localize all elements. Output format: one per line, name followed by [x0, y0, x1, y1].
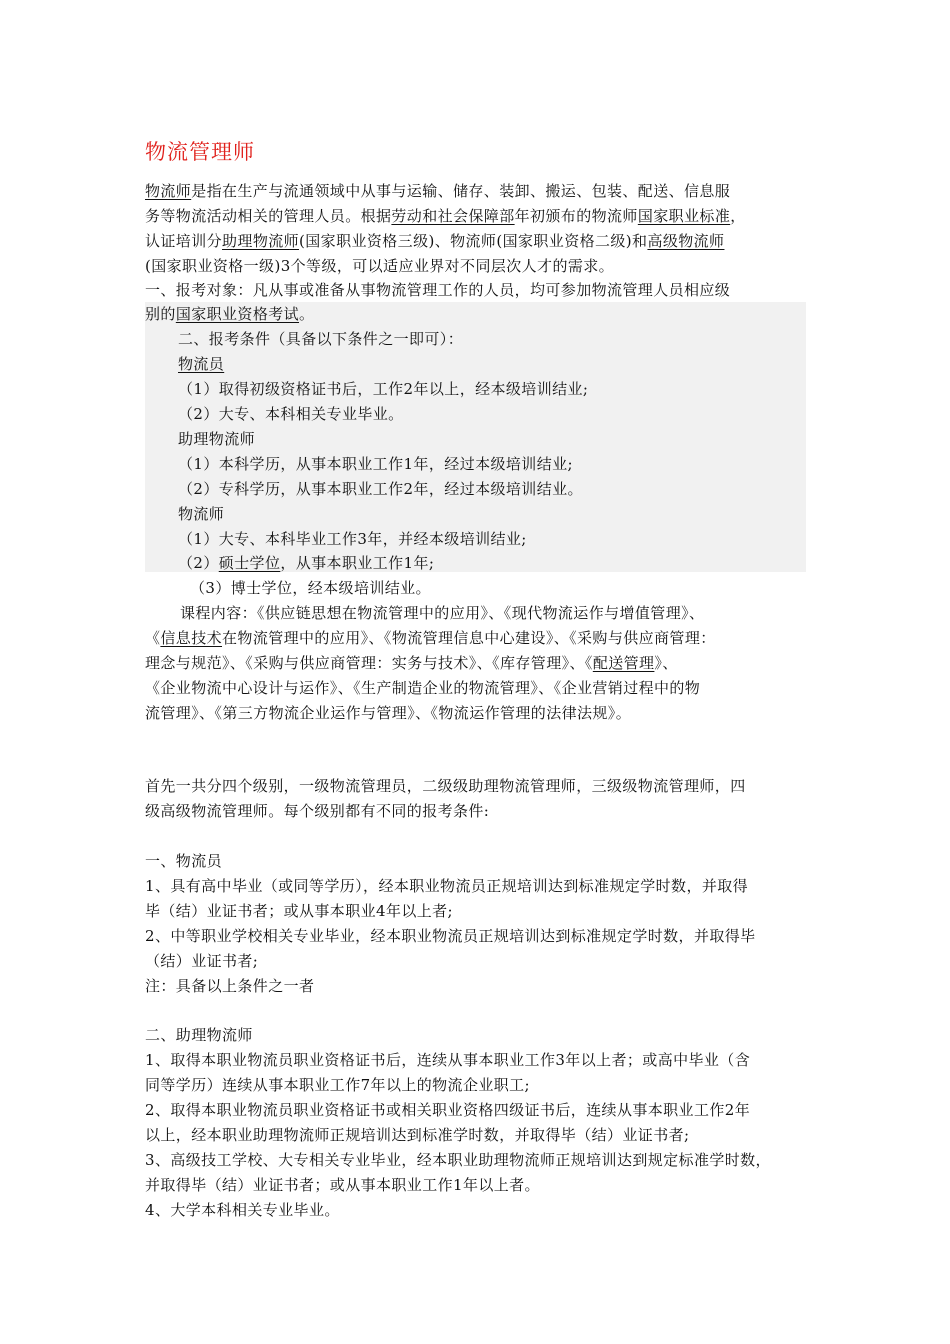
- course-line-3: 理念与规范》、《采购与供应商管理：实务与技术》、《库存管理》、《配送管理》、: [145, 654, 678, 672]
- link-national-exam[interactable]: 国家职业资格考试: [175, 305, 300, 323]
- level3-item: （3）博士学位，经本级培训结业。: [190, 579, 431, 597]
- link-senior-logistician[interactable]: 高级物流师: [647, 232, 725, 250]
- level3-item: （1）大专、本科毕业工作3年，并经本级培训结业;: [178, 530, 527, 548]
- part1-note: 注：具备以上条件之一者: [145, 977, 315, 995]
- course-line-4: 《企业物流中心设计与运作》、《生产制造企业的物流管理》、《企业营销过程中的物: [145, 679, 701, 697]
- part2-line: 并取得毕（结）业证书者；或从事本职业工作1年以上者。: [145, 1176, 540, 1194]
- part2-line: 2、取得本职业物流员职业资格证书或相关职业资格四级证书后，连续从事本职业工作2年: [145, 1101, 751, 1119]
- part2-heading: 二、助理物流师: [145, 1026, 253, 1044]
- part2-line: 1、取得本职业物流员职业资格证书后，连续从事本职业工作3年以上者；或高中毕业（含: [145, 1051, 751, 1069]
- part2-line: 同等学历）连续从事本职业工作7年以上的物流企业职工;: [145, 1076, 530, 1094]
- intro-line-4: (国家职业资格一级)3个等级，可以适应业界对不同层次人才的需求。: [145, 257, 615, 275]
- link-information-technology[interactable]: 信息技术: [160, 629, 223, 647]
- level2-item: （2）专科学历，从事本职业工作2年，经过本级培训结业。: [178, 480, 583, 498]
- link-assistant-logistician[interactable]: 助理物流师: [222, 232, 300, 250]
- part1-heading: 一、物流员: [145, 852, 223, 870]
- level2-title: 助理物流师: [178, 430, 256, 448]
- course-line-1: 课程内容：《供应链思想在物流管理中的应用》、《现代物流运作与增值管理》、: [180, 604, 705, 622]
- level1-item: （2）大专、本科相关专业毕业。: [178, 405, 404, 423]
- link-national-standard[interactable]: 国家职业标准: [637, 207, 731, 225]
- link-wuliushi[interactable]: 物流师: [145, 182, 192, 200]
- section1-line-2: 别的国家职业资格考试。: [145, 305, 315, 323]
- part1-line: 2、中等职业学校相关专业毕业，经本职业物流员正规培训达到标准规定学时数，并取得毕: [145, 927, 756, 945]
- level1-item: （1）取得初级资格证书后，工作2年以上，经本级培训结业;: [178, 380, 589, 398]
- course-line-2: 《信息技术在物流管理中的应用》、《物流管理信息中心建设》、《采购与供应商管理：: [145, 629, 716, 647]
- overview-line-2: 级高级物流管理师。每个级别都有不同的报考条件:: [145, 802, 490, 820]
- link-distribution-management[interactable]: 配送管理: [592, 654, 655, 672]
- part2-line: 以上，经本职业助理物流师正规培训达到标准学时数，并取得毕（结）业证书者;: [145, 1126, 690, 1144]
- link-masters-degree[interactable]: 硕士学位: [218, 554, 281, 572]
- part1-line: （结）业证书者;: [145, 952, 259, 970]
- page-title: 物流管理师: [145, 140, 255, 164]
- level2-item: （1）本科学历，从事本职业工作1年，经过本级培训结业;: [178, 455, 573, 473]
- overview-line-1: 首先一共分四个级别，一级物流管理员，二级级助理物流管理师，三级级物流管理师，四: [145, 777, 746, 795]
- part2-line: 3、高级技工学校、大专相关专业毕业，经本职业助理物流师正规培训达到规定标准学时数，: [145, 1151, 771, 1169]
- course-line-5: 流管理》、《第三方物流企业运作与管理》、《物流运作管理的法律法规》。: [145, 704, 632, 722]
- part1-line: 毕（结）业证书者；或从事本职业4年以上者;: [145, 902, 453, 920]
- section2-heading: 二、报考条件（具备以下条件之一即可）：: [178, 330, 464, 348]
- part2-line: 4、大学本科相关专业毕业。: [145, 1201, 340, 1219]
- intro-line-2: 务等物流活动相关的管理人员。根据劳动和社会保障部年初颁布的物流师国家职业标准，: [145, 207, 746, 225]
- intro-line-3: 认证培训分助理物流师(国家职业资格三级)、物流师(国家职业资格二级)和高级物流师: [145, 232, 725, 250]
- level1-title-link[interactable]: 物流员: [178, 355, 225, 373]
- level3-title: 物流师: [178, 505, 225, 523]
- part1-line: 1、具有高中毕业（或同等学历），经本职业物流员正规培训达到标准规定学时数，并取得: [145, 877, 749, 895]
- link-labor-ministry[interactable]: 劳动和社会保障部: [391, 207, 515, 225]
- intro-line-1: 物流师是指在生产与流通领域中从事与运输、储存、装卸、搬运、包装、配送、信息服: [145, 182, 731, 200]
- level3-item: （2）硕士学位，从事本职业工作1年;: [178, 554, 435, 572]
- section1-line-1: 一、报考对象：凡从事或准备从事物流管理工作的人员，均可参加物流管理人员相应级: [145, 281, 731, 299]
